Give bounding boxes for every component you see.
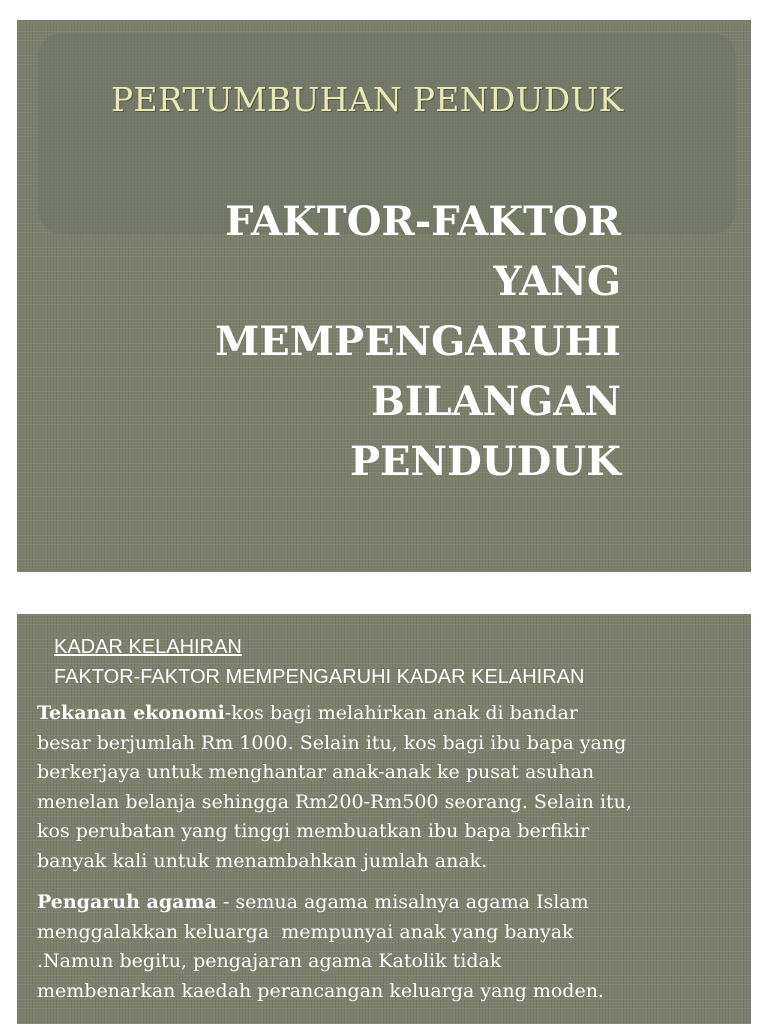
title-line: PENDUDUK [349,438,621,485]
paragraph-line [37,699,737,729]
slide-1 [17,20,751,572]
paragraph-line: .Namun begitu, pengajaran agama Katolik tidak [37,950,502,973]
section-headings [54,632,734,692]
title-line: BILANGAN [371,378,621,425]
paragraph-line: membenarkan kaedah perancangan keluarga yang moden. [37,979,604,1002]
paragraph-term: Pengaruh agama [37,891,217,913]
paragraph-line [37,888,737,918]
slide-2 [17,614,751,1024]
paragraph-text: - semua agama misalnya agama Islam [216,891,589,913]
slide-title [137,192,621,492]
title-line: FAKTOR-FAKTOR [224,198,621,245]
paragraph-economic [37,699,737,877]
paragraph-line: banyak kali untuk menambahkan jumlah anak. [37,849,488,872]
paragraph-line: kos perubatan yang tinggi membuatkan ibu bapa berfikir [37,820,590,843]
title-line: MEMPENGARUHI [215,318,621,365]
paragraph-term: Tekanan ekonomi [37,702,225,724]
slide-header: PERTUMBUHAN PENDUDUK [111,80,624,119]
section-heading: KADAR KELAHIRAN [54,636,242,658]
paragraph-line: menelan belanja sehingga Rm200-Rm500 seorang. Selain itu, [37,790,632,813]
paragraph-line: berkerjaya untuk menghantar anak-anak ke pusat asuhan [37,761,595,784]
paragraph-text: -kos bagi melahirkan anak di bandar [224,702,578,724]
paragraph-line: besar berjumlah Rm 1000. Selain itu, kos bagi ibu bapa yang [37,731,627,754]
paragraph-religion [37,888,737,1006]
paragraph-line: menggalakkan keluarga mempunyai anak yang banyak [37,920,574,943]
title-line: YANG [493,258,621,305]
section-subheading: FAKTOR-FAKTOR MEMPENGARUHI KADAR KELAHIRAN [54,666,585,688]
